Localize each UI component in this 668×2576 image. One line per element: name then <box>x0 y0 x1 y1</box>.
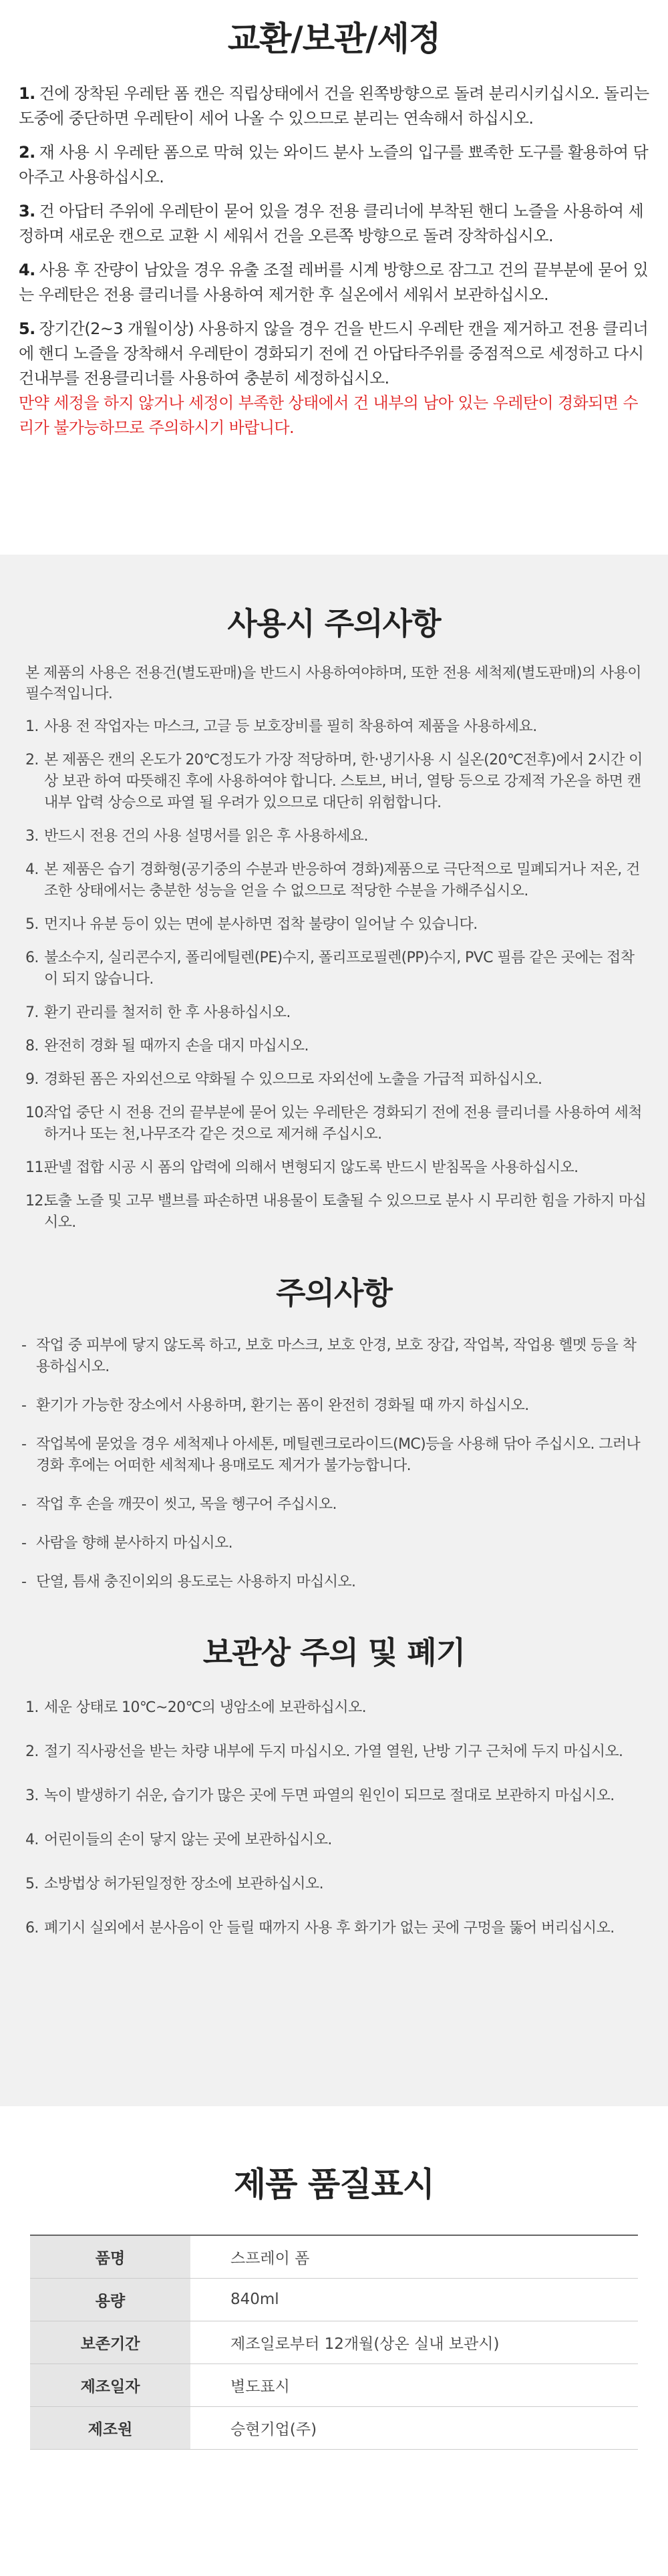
exchange-item-number: 3. <box>19 202 35 221</box>
usage-item-number: 10. <box>25 1105 48 1121</box>
usage-item-number: 8. <box>25 1038 39 1054</box>
storage-list-item <box>21 1785 647 1807</box>
exchange-item-text: 사용 후 잔량이 남았을 경우 유출 조절 레버를 시계 방향으로 잠그고 건의 끝부분에 묻어 있는 우레탄은 전용 클리너를 사용하여 제거한 후 실온에서 세워서 보관하십시오. <box>19 261 649 304</box>
usage-list-item <box>21 1103 647 1145</box>
storage-item-text: 녹이 발생하기 쉬운, 습기가 많은 곳에 두면 파열의 원인이 되므로 절대로 보관하지 마십시오. <box>44 1787 615 1804</box>
caution-item-text: 단열, 틈새 충진이외의 용도로는 사용하지 마십시오. <box>36 1574 356 1590</box>
quality-value: 840ml <box>230 2291 279 2308</box>
usage-item-text: 작업 중단 시 전용 건의 끝부분에 묻어 있는 우레탄은 경화되기 전에 전용 클리너를 사용하여 세척하거나 또는 천,나무조각 같은 것으로 제거해 주십시오. <box>44 1105 642 1143</box>
usage-item-text: 먼지나 유분 등이 있는 면에 분사하면 접착 불량이 일어날 수 있습니다. <box>44 916 478 933</box>
caution-list-item <box>21 1533 647 1554</box>
storage-list-item <box>21 1697 647 1719</box>
exchange-item-text: 건에 장착된 우레탄 폼 캔은 직립상태에서 건을 왼쪽방향으로 돌려 분리시키십시오. 돌리는 도중에 중단하면 우레탄이 세어 나올 수 있으므로 분리는 연속해서 하십시오. <box>19 84 649 128</box>
storage-list-item <box>21 1741 647 1763</box>
storage-title: 보관상 주의 및 폐기 <box>202 1634 466 1671</box>
usage-item-number: 2. <box>25 752 39 768</box>
exchange-item-text: 건 아답터 주위에 우레탄이 묻어 있을 경우 전용 클리너에 부착된 핸디 노즐을 사용하여 세정하며 새로운 캔으로 교환 시 세워서 건을 오른쪽 방향으로 돌려 장착하십시오. <box>19 202 644 245</box>
caution-list-item <box>21 1434 647 1477</box>
exchange-section <box>0 0 668 555</box>
usage-item-text: 반드시 전용 건의 사용 설명서를 읽은 후 사용하세요. <box>44 828 368 845</box>
usage-item-text: 환기 관리를 철저히 한 후 사용하십시오. <box>44 1004 291 1021</box>
quality-value: 제조일로부터 12개월(상온 실내 보관시) <box>230 2335 500 2353</box>
usage-item-text: 토출 노즐 및 고무 밸브를 파손하면 내용물이 토출될 수 있으므로 분사 시 무리한 힘을 가하지 마십시오. <box>44 1193 647 1231</box>
dash-bullet: - <box>21 1496 27 1513</box>
dash-bullet: - <box>21 1337 27 1354</box>
table-row <box>30 2321 638 2364</box>
usage-item-text: 완전히 경화 될 때까지 손을 대지 마십시오. <box>44 1038 309 1054</box>
usage-list-item <box>21 716 647 738</box>
quality-value: 승현기업(주) <box>230 2420 317 2438</box>
exchange-item <box>19 140 649 190</box>
quality-value: 스프레이 폼 <box>230 2249 310 2267</box>
usage-intro: 본 제품의 사용은 전용건(별도판매)을 반드시 사용하여야하며, 또한 전용 세척제(별도판매)의 사용이 필수적입니다. <box>25 665 641 702</box>
dash-bullet: - <box>21 1574 27 1590</box>
usage-item-number: 11. <box>25 1159 48 1176</box>
table-row <box>30 2364 638 2406</box>
quality-label: 제조원 <box>30 2406 190 2449</box>
usage-list-item <box>21 859 647 902</box>
caution-item-text: 작업 중 피부에 닿지 않도록 하고, 보호 마스크, 보호 안경, 보호 장갑, 작업복, 작업용 헬멧 등을 착용하십시오. <box>36 1337 637 1375</box>
usage-item-number: 5. <box>25 916 39 933</box>
usage-item-number: 1. <box>25 718 39 735</box>
usage-item-number: 6. <box>25 950 39 966</box>
caution-title: 주의사항 <box>276 1275 392 1311</box>
quality-title: 제품 품질표시 <box>233 2165 435 2204</box>
storage-item-number: 6. <box>25 1920 39 1937</box>
usage-item-text: 불소수지, 실리콘수지, 폴리에틸렌(PE)수지, 폴리프로필렌(PP)수지, PVC 필름 같은 곳에는 접착이 되지 않습니다. <box>44 950 635 988</box>
storage-list-item <box>21 1830 647 1851</box>
usage-list-item <box>21 1069 647 1091</box>
caution-block <box>21 1271 647 1593</box>
usage-list-item <box>21 914 647 936</box>
usage-item-text: 본 제품은 습기 경화형(공기중의 수분과 반응하여 경화)제품으로 극단적으로 밀폐되거나 저온, 건조한 상태에서는 충분한 성능을 얻을 수 없으므로 적당한 수분을 가해주십시오. <box>44 861 640 899</box>
usage-list-item <box>21 1002 647 1024</box>
table-row <box>30 2235 638 2278</box>
usage-block <box>21 601 647 1234</box>
exchange-item-text: 재 사용 시 우레탄 폼으로 막혀 있는 와이드 분사 노즐의 입구를 뾰족한 도구를 활용하여 닦아주고 사용하십시오. <box>19 143 649 186</box>
exchange-item <box>19 258 649 307</box>
usage-item-text: 판넬 접합 시공 시 폼의 압력에 의해서 변형되지 않도록 반드시 받침목을 사용하십시오. <box>44 1159 578 1176</box>
storage-item-number: 5. <box>25 1876 39 1892</box>
storage-item-number: 1. <box>25 1699 39 1716</box>
quality-label: 용량 <box>30 2278 190 2321</box>
exchange-item <box>19 82 649 131</box>
storage-list <box>21 1697 647 1939</box>
storage-item-number: 3. <box>25 1787 39 1804</box>
usage-item-text: 본 제품은 캔의 온도가 20℃정도가 가장 적당하며, 한·냉기사용 시 실온(20℃전후)에서 2시간 이상 보관 하여 따뜻해진 후에 사용하여야 합니다. 스토브, 버너, 열탕 등으로 강제적 가온을 하면 캔 내부 압력 상승으로 파열 될 우려가 있으므로 대단히 위험합니다. <box>44 752 643 811</box>
exchange-item-number: 5. <box>19 319 35 338</box>
storage-item-text: 폐기시 실외에서 분사음이 안 들릴 때까지 사용 후 화기가 없는 곳에 구멍을 뚫어 버리십시오. <box>44 1920 615 1937</box>
exchange-title: 교환/보관/세정 <box>227 19 441 58</box>
caution-list-item <box>21 1494 647 1516</box>
caution-list <box>21 1335 647 1593</box>
usage-item-number: 4. <box>25 861 39 878</box>
usage-list-item <box>21 1036 647 1057</box>
quality-label: 품명 <box>30 2235 190 2278</box>
dash-bullet: - <box>21 1397 27 1414</box>
usage-list-item <box>21 750 647 814</box>
usage-list-item <box>21 1191 647 1234</box>
storage-item-number: 4. <box>25 1832 39 1848</box>
table-row <box>30 2278 638 2321</box>
usage-list-item <box>21 948 647 990</box>
exchange-item <box>19 317 649 391</box>
exchange-item-number: 4. <box>19 261 35 279</box>
caution-list-item <box>21 1572 647 1593</box>
usage-item-text: 경화된 폼은 자외선으로 약화될 수 있으므로 자외선에 노출을 가급적 피하십시오. <box>44 1071 542 1088</box>
exchange-item-number: 2. <box>19 143 35 162</box>
exchange-item-text: 장기간(2~3 개월이상) 사용하지 않을 경우 건을 반드시 우레탄 캔을 제거하고 전용 클리너에 핸디 노즐을 장착해서 우레탄이 경화되기 전에 건 아답타주위를 중점적으로 세정하고 다시 건내부를 전용클리너를 사용하여 충분히 세정하십시오. <box>19 319 649 388</box>
storage-list-item <box>21 1918 647 1939</box>
exchange-list <box>19 82 649 391</box>
usage-item-number: 9. <box>25 1071 39 1088</box>
usage-item-number: 7. <box>25 1004 39 1021</box>
table-row <box>30 2406 638 2449</box>
caution-item-text: 환기가 가능한 장소에서 사용하며, 환기는 폼이 완전히 경화될 때 까지 하십시오. <box>36 1397 529 1414</box>
exchange-item <box>19 199 649 249</box>
quality-value: 별도표시 <box>230 2378 290 2396</box>
storage-list-item <box>21 1874 647 1895</box>
exchange-warning: 만약 세정을 하지 않거나 세정이 부족한 상태에서 건 내부의 남아 있는 우레탄이 경화되면 수리가 불가능하므로 주의하시기 바랍니다. <box>19 394 638 437</box>
storage-item-text: 세운 상태로 10℃~20℃의 냉암소에 보관하십시오. <box>44 1699 367 1716</box>
usage-list-item <box>21 1157 647 1179</box>
caution-list-item <box>21 1395 647 1417</box>
usage-title: 사용시 주의사항 <box>227 605 441 641</box>
quality-table <box>30 2235 638 2450</box>
caution-list-item <box>21 1335 647 1378</box>
storage-item-text: 소방법상 허가된일정한 장소에 보관하십시오. <box>44 1876 323 1892</box>
usage-list-item <box>21 826 647 847</box>
storage-item-text: 절기 직사광선을 받는 차량 내부에 두지 마십시오. 가열 열원, 난방 기구 근처에 두지 마십시오. <box>44 1743 623 1760</box>
quality-label: 보존기간 <box>30 2321 190 2364</box>
quality-label: 제조일자 <box>30 2364 190 2406</box>
usage-item-text: 사용 전 작업자는 마스크, 고글 등 보호장비를 필히 착용하여 제품을 사용하세요. <box>44 718 537 735</box>
usage-list <box>21 716 647 1234</box>
dash-bullet: - <box>21 1535 27 1552</box>
dash-bullet: - <box>21 1436 27 1453</box>
storage-item-text: 어린이들의 손이 닿지 않는 곳에 보관하십시오. <box>44 1832 332 1848</box>
storage-block <box>21 1630 647 1939</box>
usage-section <box>0 555 668 2106</box>
storage-item-number: 2. <box>25 1743 39 1760</box>
usage-item-number: 3. <box>25 828 39 845</box>
exchange-item-number: 1. <box>19 84 35 103</box>
caution-item-text: 작업 후 손을 깨끗이 씻고, 목을 헹구어 주십시오. <box>36 1496 337 1513</box>
caution-item-text: 사람을 향해 분사하지 마십시오. <box>36 1535 233 1552</box>
caution-item-text: 작업복에 묻었을 경우 세척제나 아세톤, 메틸렌크로라이드(MC)등을 사용해 닦아 주십시오. 그러나 경화 후에는 어떠한 세척제나 용매로도 제거가 불가능합니다. <box>36 1436 641 1474</box>
quality-section <box>0 2106 668 2576</box>
usage-item-number: 12. <box>25 1193 48 1209</box>
